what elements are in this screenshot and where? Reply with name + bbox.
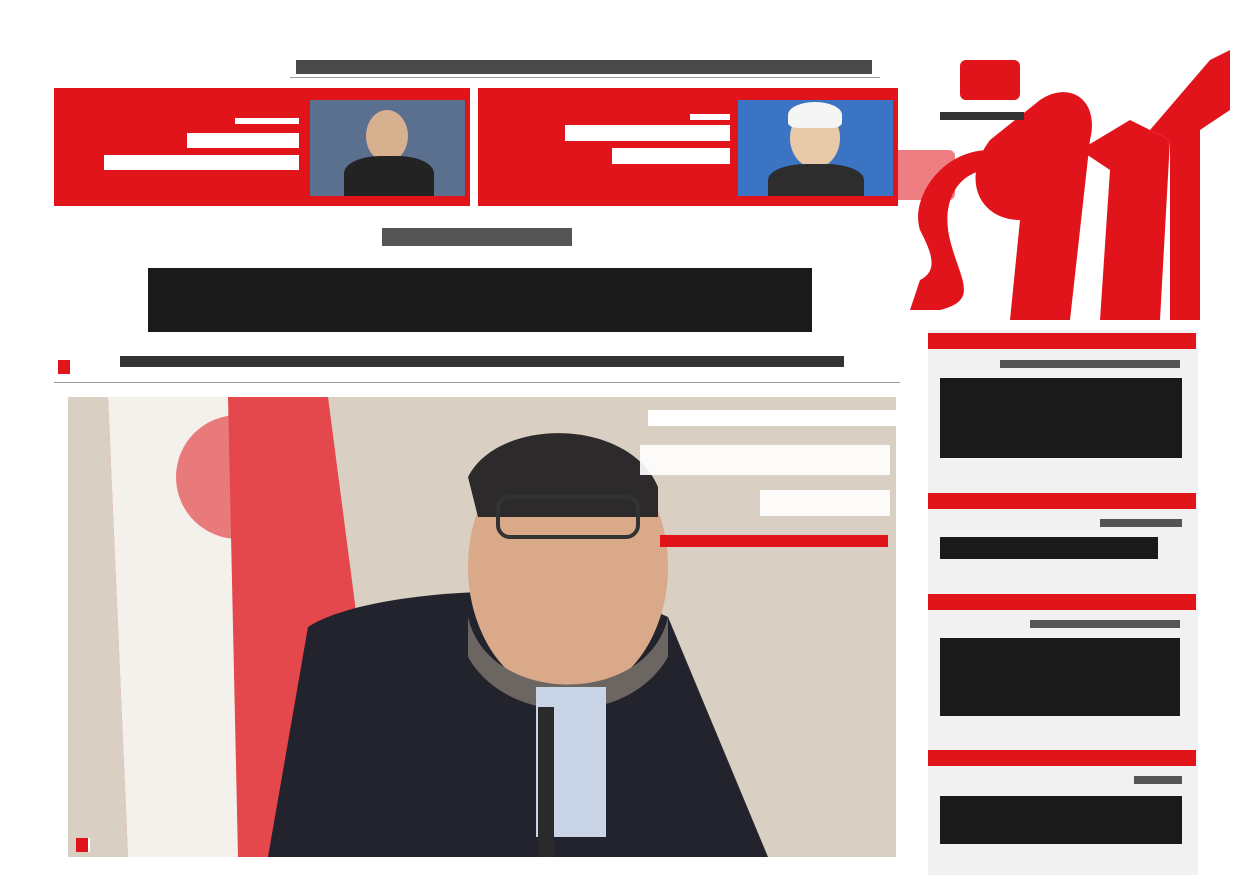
portrait-face (366, 110, 408, 162)
headline-rule (54, 382, 900, 383)
top-story-right-headline (565, 125, 730, 141)
sidebar-story-kicker (1030, 620, 1180, 628)
sidebar-story-kicker (1000, 360, 1180, 368)
portrait-photo (738, 100, 893, 196)
top-story-left-headline (187, 133, 299, 148)
sidebar-section-header[interactable] (928, 333, 1196, 349)
top-story-right-kicker (690, 114, 730, 120)
sidebar-story-headline (940, 537, 1158, 559)
lead-paragraph (120, 356, 844, 367)
date-line (296, 60, 872, 74)
photo-headline (640, 445, 890, 475)
date-line-rule (290, 77, 880, 78)
sidebar-section-header[interactable] (928, 493, 1196, 509)
page-marker (76, 838, 90, 852)
sidebar-story-kicker (1134, 776, 1182, 784)
sidebar-story-headline (940, 638, 1180, 716)
sidebar-story-headline (940, 796, 1182, 844)
portrait-turban (788, 102, 842, 128)
portrait-robe (768, 164, 864, 196)
sidebar-section-header[interactable] (928, 750, 1196, 766)
top-story-right-headline-2 (612, 148, 730, 164)
sidebar-story-kicker (1100, 519, 1182, 527)
top-story-left-kicker (235, 118, 299, 124)
portrait-photo (310, 100, 465, 196)
main-headline (148, 268, 812, 332)
top-story-left-headline-2 (104, 155, 299, 170)
headline-kicker (382, 228, 572, 246)
masthead-tagline (940, 112, 1024, 120)
portrait-suit (344, 156, 434, 196)
photo-subhead (660, 535, 888, 547)
photo-caption-box (648, 410, 896, 426)
page-marker (58, 360, 72, 374)
sidebar-section-header[interactable] (928, 594, 1196, 610)
photo-headline-2 (760, 490, 890, 516)
sidebar-story-headline (940, 378, 1182, 458)
